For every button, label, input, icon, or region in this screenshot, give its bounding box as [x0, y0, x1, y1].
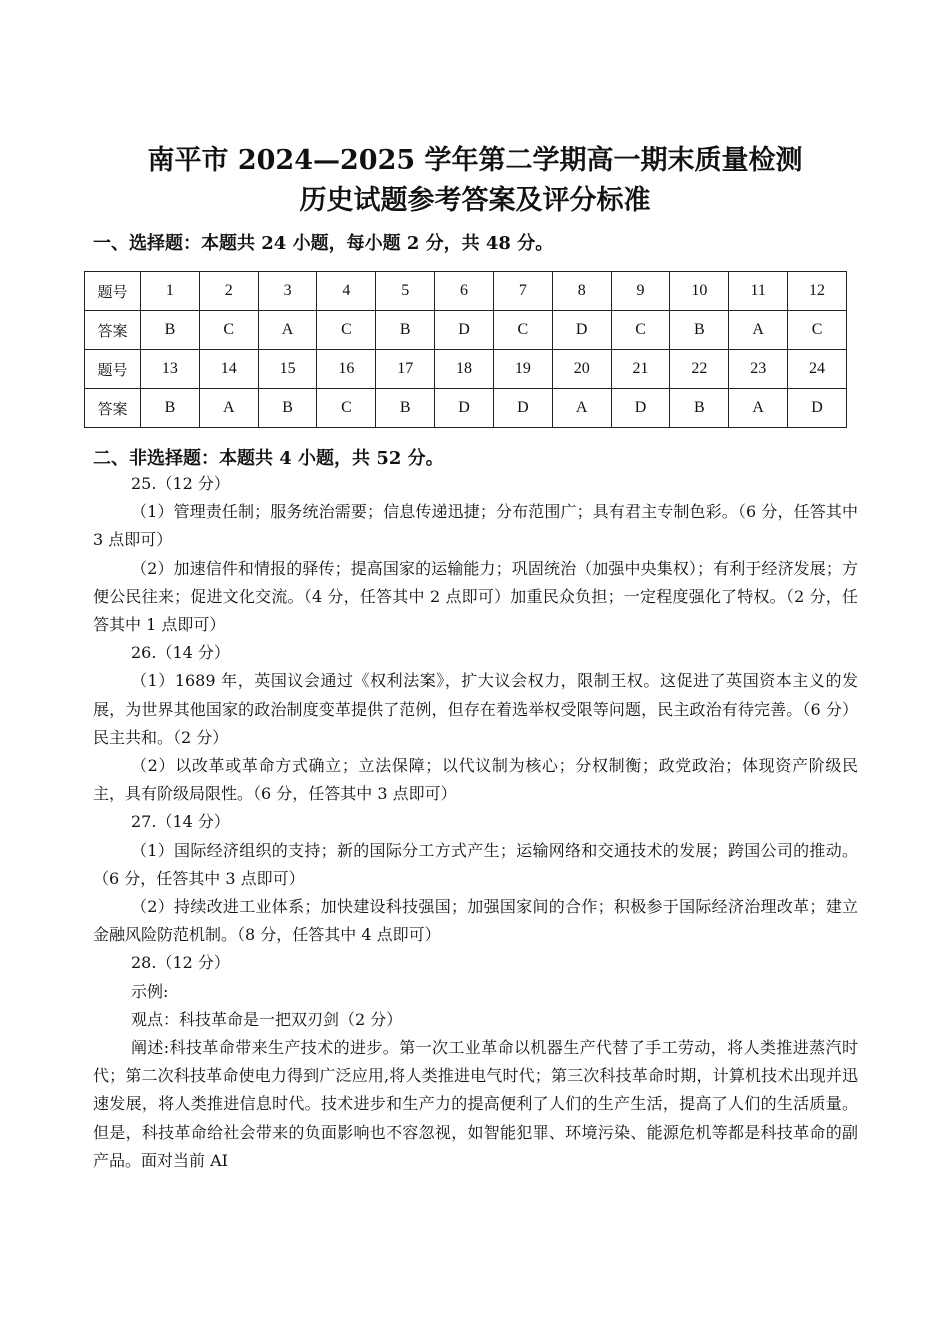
table-cell: C — [611, 311, 670, 350]
question-25-heading: 25.（12 分） — [131, 474, 230, 493]
row-label: 题号 — [85, 350, 141, 389]
row-label: 题号 — [85, 272, 141, 311]
section-heading-multiple-choice: 一、选择题：本题共 24 小题，每小题 2 分，共 48 分。 — [93, 233, 554, 254]
question-28-elaboration: 阐述:科技革命带来生产技术的进步。第一次工业革命以机器生产代替了手工劳动，将人类推进蒸汽时代；第二次科技革命使电力得到广泛应用,将人类推进电气时代；第三次科技革命时期，计算机技术出现并迅速发展，将人类推进信息时代。技术进步和生产力的提高便利了人们的生产生活，提高了人们的生活质量。但是，科技革命给社会带来的负面影响也不容忽视，如智能犯罪、环境污染、能源危机等都是科技革命的副产品。面对当前 AI — [93, 1038, 858, 1170]
table-cell: D — [611, 389, 670, 428]
table-cell: B — [376, 311, 435, 350]
table-cell: C — [493, 311, 552, 350]
answer-table — [84, 271, 847, 428]
row-label: 答案 — [85, 311, 141, 350]
page-subtitle: 历史试题参考答案及评分标准 — [299, 185, 651, 216]
table-row — [85, 350, 847, 389]
table-cell: C — [788, 311, 847, 350]
question-25-part2: （2）加速信件和情报的驿传；提高国家的运输能力；巩固统治（加强中央集权）；有利于经济发展；方便公民往来；促进文化交流。（4 分，任答其中 2 点即可）加重民众负担；一定程度强化了特权。（2 分，任答其中 1 点即可） — [93, 558, 858, 635]
table-cell: 2 — [199, 272, 258, 311]
table-cell: B — [670, 389, 729, 428]
table-cell: 17 — [376, 350, 435, 389]
table-cell: 18 — [435, 350, 494, 389]
table-cell: 19 — [493, 350, 552, 389]
table-cell: D — [435, 389, 494, 428]
table-cell: C — [317, 311, 376, 350]
table-cell: 21 — [611, 350, 670, 389]
table-cell: B — [376, 389, 435, 428]
question-27-heading: 27.（14 分） — [131, 812, 230, 832]
table-cell: 13 — [141, 350, 200, 389]
answer-body — [93, 470, 858, 1175]
table-cell: B — [141, 311, 200, 350]
table-cell: 3 — [258, 272, 317, 311]
table-cell: A — [729, 311, 788, 350]
table-cell: 4 — [317, 272, 376, 311]
table-cell: 23 — [729, 350, 788, 389]
question-26-part1: （1）1689 年，英国议会通过《权利法案》，扩大议会权力，限制王权。这促进了英国资本主义的发展，为世界其他国家的政治制度变革提供了范例，但存在着选举权受限等问题，民主政治有待完善。（6 分）民主共和。（2 分） — [93, 671, 858, 747]
row-label: 答案 — [85, 389, 141, 428]
table-cell: C — [317, 389, 376, 428]
table-cell: 16 — [317, 350, 376, 389]
table-cell: 1 — [141, 272, 200, 311]
question-28-heading: 28.（12 分） — [131, 953, 230, 973]
table-cell: 20 — [552, 350, 611, 389]
table-cell: 24 — [788, 350, 847, 389]
question-27-part1: （1）国际经济组织的支持；新的国际分工方式产生；运输网络和交通技术的发展；跨国公司的推动。（6 分，任答其中 3 点即可） — [93, 840, 858, 888]
table-cell: 9 — [611, 272, 670, 311]
table-cell: 15 — [258, 350, 317, 389]
section-heading-open-questions: 二、非选择题：本题共 4 小题，共 52 分。 — [93, 448, 444, 469]
table-cell: A — [729, 389, 788, 428]
question-28-example-label: 示例: — [131, 981, 169, 1001]
table-cell: B — [141, 389, 200, 428]
table-cell: D — [435, 311, 494, 350]
table-cell: 22 — [670, 350, 729, 389]
table-cell: 12 — [788, 272, 847, 311]
question-26-part2: （2）以改革或革命方式确立；立法保障；以代议制为核心；分权制衡；政党政治；体现资产阶级民主，具有阶级局限性。（6 分，任答其中 3 点即可） — [93, 756, 858, 804]
table-cell: D — [552, 311, 611, 350]
table-cell: 8 — [552, 272, 611, 311]
question-27-part2: （2）持续改进工业体系；加快建设科技强国；加强国家间的合作；积极参于国际经济治理改革；建立金融风险防范机制。（8 分，任答其中 4 点即可） — [93, 897, 858, 945]
table-cell: 14 — [199, 350, 258, 389]
table-cell: 5 — [376, 272, 435, 311]
table-cell: 11 — [729, 272, 788, 311]
table-cell: A — [199, 389, 258, 428]
question-28-viewpoint: 观点：科技革命是一把双刃剑（2 分） — [131, 1009, 403, 1029]
table-cell: D — [788, 389, 847, 428]
table-cell: 7 — [493, 272, 552, 311]
table-cell: D — [493, 389, 552, 428]
table-cell: B — [670, 311, 729, 350]
table-cell: B — [258, 389, 317, 428]
table-row — [85, 272, 847, 311]
table-cell: C — [199, 311, 258, 350]
question-25-part1: （1）管理责任制；服务统治需要；信息传递迅捷；分布范围广；具有君主专制色彩。（6 分，任答其中 3 点即可） — [93, 502, 858, 550]
page-title: 南平市 2024—2025 学年第二学期高一期末质量检测 — [147, 145, 803, 176]
table-row — [85, 311, 847, 350]
table-cell: A — [552, 389, 611, 428]
question-26-heading: 26.（14 分） — [131, 643, 230, 663]
table-cell: 6 — [435, 272, 494, 311]
table-row — [85, 389, 847, 428]
table-cell: 10 — [670, 272, 729, 311]
table-cell: A — [258, 311, 317, 350]
